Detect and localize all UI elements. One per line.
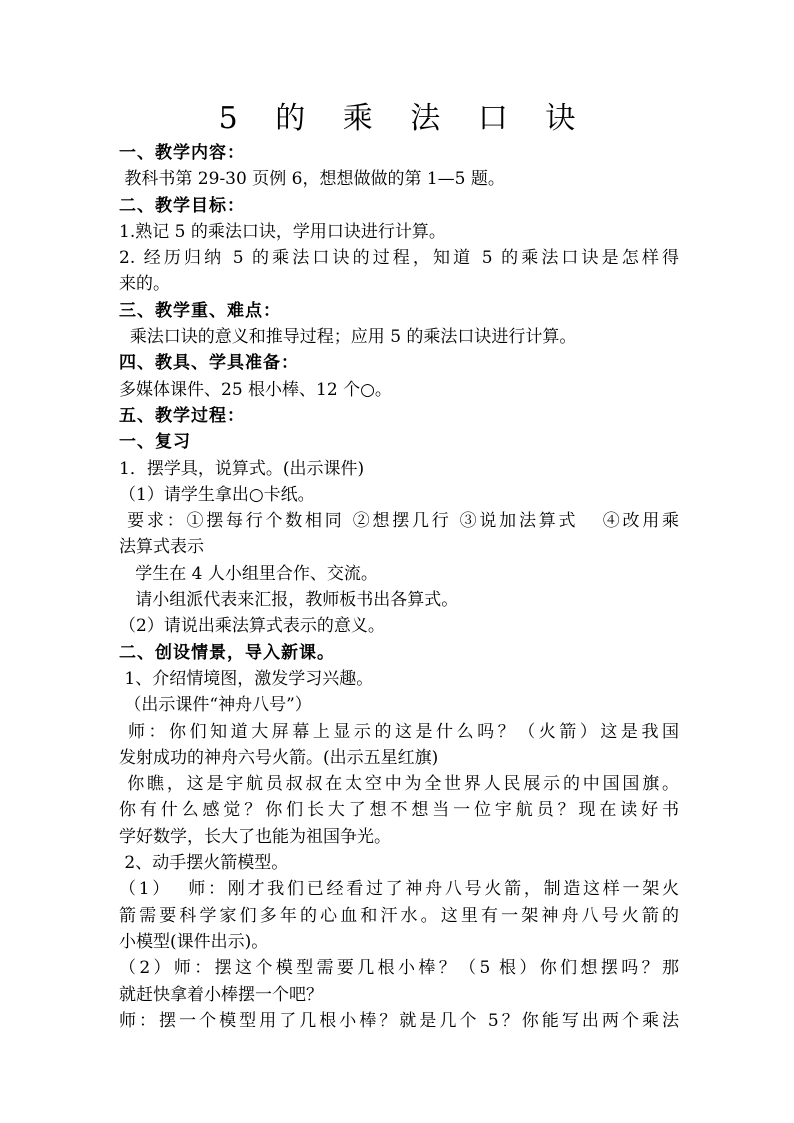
paragraph-line: 教科书第 29-30 页例 6，想想做做的第 1—5 题。 [119, 169, 505, 190]
paragraph-line: 你瞧，这是宇航员叔叔在太空中为全世界人民展示的中国国旗。 [119, 774, 680, 795]
paragraph-line: 多媒体课件、25 根小棒、12 个○。 [119, 379, 392, 400]
section-heading: 三、教学重、难点： [119, 300, 281, 321]
paragraph-line: 乘法口诀的意义和推导过程；应用 5 的乘法口诀进行计算。 [119, 327, 577, 348]
paragraph-line: （1） 师：刚才我们已经看过了神舟八号火箭，制造这样一架火 [119, 879, 679, 900]
section-heading: 一、教学内容： [119, 143, 245, 163]
paragraph-line: 你有什么感觉？你们长大了想不想当一位宇航员？现在读好书 [119, 800, 679, 821]
paragraph-line: 小模型(课件出示)。 [119, 931, 269, 952]
document-page [119, 98, 679, 1034]
paragraph-line: 就赶快拿着小棒摆一个吧？ [119, 984, 323, 1005]
document-title: 5 的 乘 法 口 诀 [218, 101, 590, 136]
paragraph-line: 要求：①摆每行个数相同 ②想摆几行 ③说加法算式 ④改用乘 [119, 511, 679, 532]
paragraph-line: 师：你们知道大屏幕上显示的这是什么吗？（火箭）这是我国 [119, 721, 680, 742]
paragraph-line: 学好数学，长大了也能为祖国争光。 [119, 826, 391, 847]
paragraph-line: 法算式表示 [119, 537, 204, 558]
paragraph-line: （出示课件“神舟八号”） [119, 695, 312, 716]
document-body [119, 140, 679, 1034]
section-heading: 一、复习 [119, 432, 191, 453]
paragraph-line: 学生在 4 人小组里合作、交流。 [119, 563, 378, 584]
section-heading: 二、教学目标： [119, 195, 245, 216]
paragraph-line: 1、介绍情境图，激发学习兴趣。 [119, 668, 374, 689]
section-heading: 二、创设情景，导入新课。 [119, 642, 335, 663]
paragraph-line: 发射成功的神舟六号火箭。(出示五星红旗) [119, 747, 439, 768]
paragraph-line: （2）师：摆这个模型需要几根小棒？（5 根）你们想摆吗？那 [119, 958, 679, 979]
paragraph-line: 1．摆学具，说算式。(出示课件) [119, 458, 365, 479]
paragraph-line: 1.熟记 5 的乘法口诀，学用口诀进行计算。 [119, 221, 446, 242]
paragraph-line: 请小组派代表来汇报，教师板书出各算式。 [119, 590, 459, 611]
paragraph-line: 2. 经历归纳 5 的乘法口诀的过程，知道 5 的乘法口诀是怎样得 [119, 248, 679, 269]
paragraph-line: 来的。 [119, 274, 170, 295]
paragraph-line: 师：摆一个模型用了几根小棒？就是几个 5？你能写出两个乘法 [119, 1010, 679, 1031]
paragraph-line: 2、动手摆火箭模型。 [119, 853, 289, 874]
paragraph-line: （1）请学生拿出○卡纸。 [119, 484, 315, 505]
paragraph-line: （2）请说出乘法算式表示的意义。 [119, 616, 385, 637]
section-heading: 四、教具、学具准备： [119, 353, 299, 374]
section-heading: 五、教学过程： [119, 405, 245, 426]
paragraph-line: 箭需要科学家们多年的心血和汗水。这里有一架神舟八号火箭的 [119, 905, 679, 926]
